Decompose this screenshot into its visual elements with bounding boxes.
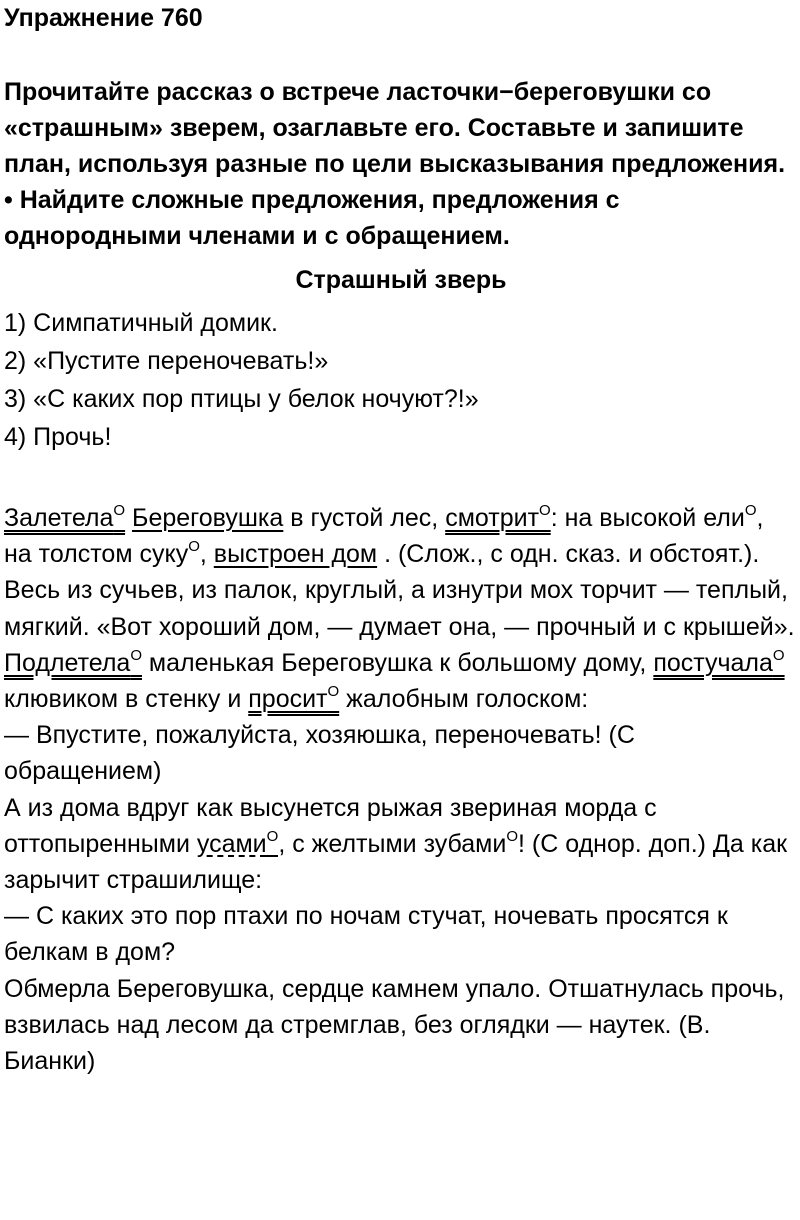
homogeneous-marker: O: [113, 502, 126, 519]
plan-item: 3) «С каких пор птицы у белок ночуют?!»: [4, 385, 479, 413]
predicate-zaletela: Залетела$^O$: [4, 502, 126, 532]
page: [4, 0, 798, 1079]
task-instruction: Прочитайте рассказ о встрече ласточки−береговушки со «страшным» зверем, озаглавьте его. Составьте и запишите план, используя разные по цели высказывания предложения.: [4, 78, 786, 178]
homogeneous-marker: O: [188, 538, 200, 556]
story-paragraph: — С каких это пор птахи по ночам стучат, ночевать просятся к белкам в дом?: [4, 902, 728, 967]
clause-vystroen-dom: выстроен дом: [213, 540, 378, 569]
predicate-podletela: Подлетела$^O$: [4, 646, 142, 677]
story-paragraph: Подлетела$^O$ маленькая Береговушка к большому дому, постучала$^O$ клювиком в стенку и просит$^O$ жалобным голоском:: [4, 646, 785, 714]
predicate-smotrit: смотрит$^O$: [445, 502, 551, 532]
homogeneous-marker: O: [130, 646, 142, 664]
homogeneous-marker: O: [327, 683, 340, 701]
predicate-prosit: просит$^O$: [248, 683, 340, 714]
story-paragraph: А из дома вдруг как высунется рыжая звериная морда с оттопыренными усами$^O$, с желтыми зубами$^O$! (С однор. доп.) Да как зарычит страшилище:: [4, 793, 788, 895]
task-bullet: • Найдите сложные предложения, предложения с однородными членами и с обращением.: [4, 186, 620, 250]
story-text: [4, 500, 798, 1079]
homogeneous-marker: O: [772, 646, 785, 664]
homogeneous-marker: O: [539, 502, 551, 519]
subject-beregovushka: Береговушка: [132, 504, 284, 532]
plan-item: 4) Прочь!: [4, 423, 112, 451]
exercise-title: Упражнение 760: [4, 4, 203, 32]
story-paragraph: Залетела$^O$ Береговушка в густой лес, смотрит$^O$: на высокой ели$^O$, на толстом суку$^O$, выстроен дом . (Слож., с одн. сказ. и обстоят.). Весь из сучьев, из палок, круглый, а изнутри мох торчит — теплый, мягкий. «Вот хороший дом, — думает она, — прочный и с крышей».: [4, 502, 795, 641]
predicate-postuchala: постучала$^O$: [653, 646, 785, 677]
homogeneous-marker: O: [266, 827, 279, 845]
homogeneous-marker: O: [744, 502, 757, 519]
story-paragraph: Обмерла Береговушка, сердце камнем упало. Отшатнулась прочь, взвилась над лесом да стремглав, без оглядки — наутек. (В. Бианки): [4, 974, 785, 1076]
plan-item: 1) Симпатичный домик.: [4, 309, 278, 337]
story-heading: Страшный зверь: [295, 266, 507, 294]
plan-item: 2) «Пустите переночевать!»: [4, 347, 329, 375]
plan-list: [4, 304, 798, 456]
object-usami: усами$^O$: [196, 827, 279, 858]
story-paragraph: — Впустите, пожалуйста, хозяюшка, переночевать! (С обращением): [4, 721, 635, 786]
homogeneous-marker: O: [506, 827, 519, 845]
task-block: [4, 74, 798, 254]
